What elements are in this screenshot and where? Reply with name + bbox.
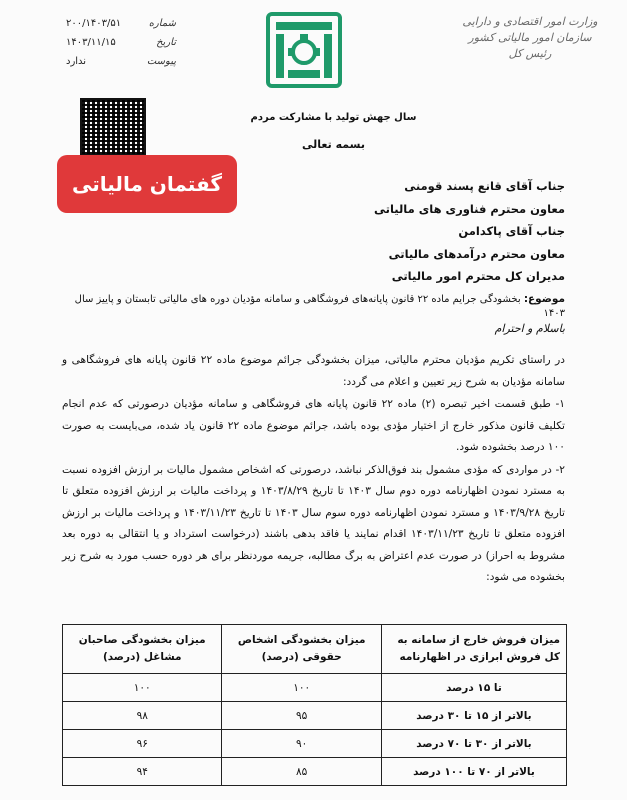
recipient-line: معاون محترم درآمدهای مالیاتی [388, 246, 565, 261]
ministry-line: سازمان امور مالیاتی کشور [468, 31, 592, 44]
date-row [66, 33, 176, 52]
legal-entity-cell: ۹۵ [222, 702, 381, 730]
range-cell: بالاتر از ۱۵ تا ۳۰ درصد [381, 702, 566, 730]
greeting: باسلام و احترام [494, 322, 565, 335]
business-owner-cell: ۱۰۰ [63, 674, 222, 702]
letter-body [62, 350, 565, 590]
business-owner-cell: ۹۶ [63, 730, 222, 758]
body-paragraph: ۲- در مواردی که مؤدی مشمول بند فوق‌الذکر نباشد، درصورتی که اشخاص مشمول مالیات بر ارزش افزوده نسبت به مسترد نمودن اظهارنامه دوره دوم سال ۱۴۰۳ تا تاریخ ۱۴۰۳/۸/۲۹ و پرداخت مالیات بر ارزش افزوده متعلق تا تاریخ ۱۴۰۳/۹/۲۸ و مسترد نمودن اظهارنامه دوره سوم سال ۱۴۰۳ تا تاریخ ۱۴۰۳/۱۱/۲۳ و پرداخت مالیات بر ارزش افزوده متعلق تا تاریخ ۱۴۰۳/۱۱/۲۳ اقدام نمایند یا فاقد بدهی باشند (درخواست استرداد و یا انتقالی به دوره بعد مشروط به احراز) در صورت عدم اعتراض به برگ مطالبه، جریمه موردنظر برای هر دوره حسب مورد به شرح زیر بخشوده می شود: [62, 463, 566, 583]
table-row [63, 702, 567, 730]
business-owner-cell: ۹۸ [63, 702, 222, 730]
recipient-line: معاون محترم فناوری های مالیاتی [374, 201, 565, 216]
body-paragraph: ۱- طبق قسمت اخیر تبصره (۲) ماده ۲۲ قانون پایانه های فروشگاهی و سامانه مؤدیان درصورتی که عدم انجام تکلیف قانون مذکور خارج از اختیار مؤدی بوده باشد، جرائم موضوع ماده ۲۲ قانون یاد شده، می‌بایست به صورت ۱۰۰ درصد بخشوده شود. [62, 398, 566, 453]
penalty-waiver-table [62, 624, 567, 786]
subject-label: موضوع: [523, 293, 565, 305]
ministry-line: رئیس کل [508, 47, 552, 60]
legal-entity-cell: ۱۰۰ [222, 674, 381, 702]
subject-text: بخشودگی جرایم ماده ۲۲ قانون پایانه‌های فروشگاهی و سامانه مؤدیان دوره های مالیاتی تابستان و پاییز سال ۱۴۰۳ [74, 294, 565, 319]
legal-entity-cell: ۹۰ [222, 730, 381, 758]
table-row [63, 674, 567, 702]
body-paragraph: در راستای تکریم مؤدیان محترم مالیاتی، میزان بخشودگی جرائم موضوع ماده ۲۲ قانون پایانه های فروشگاهی و سامانه مؤدیان به شرح زیر تعیین و اعلام می گردد: [62, 354, 565, 388]
number-value: ۲۰۰/۱۴۰۳/۵۱ [66, 18, 122, 29]
watermark-badge: گفتمان مالیاتی [57, 155, 237, 213]
number-row [66, 14, 176, 33]
header-business-owners: میزان بخشودگی صاحبان مشاغل (درصد) [63, 625, 222, 674]
basmala: بسمه تعالی [302, 138, 365, 151]
range-cell: تا ۱۵ درصد [381, 674, 566, 702]
letter-meta [66, 14, 176, 71]
range-cell: بالاتر از ۷۰ تا ۱۰۰ درصد [381, 758, 566, 786]
year-slogan: سال جهش تولید با مشارکت مردم [250, 112, 417, 123]
date-value: ۱۴۰۳/۱۱/۱۵ [66, 37, 116, 48]
table-header-row [63, 625, 567, 674]
tax-organization-logo [262, 8, 346, 92]
range-cell: بالاتر از ۳۰ تا ۷۰ درصد [381, 730, 566, 758]
recipients-block [265, 175, 565, 288]
ministry-header [455, 14, 605, 62]
attachment-row [66, 52, 176, 71]
recipient-line: جناب آقای پاکدامن [458, 224, 565, 238]
recipient-line: جناب آقای قانع پسند قومنی [404, 179, 565, 193]
recipient-line: مدیران کل محترم امور مالیاتی [391, 269, 565, 283]
date-label: تاریخ [156, 37, 176, 48]
ministry-line: وزارت امور اقتصادی و دارایی [462, 15, 598, 28]
attachment-value: ندارد [66, 56, 87, 67]
legal-entity-cell: ۸۵ [222, 758, 381, 786]
business-owner-cell: ۹۴ [63, 758, 222, 786]
subject-line [60, 292, 565, 321]
attachment-label: پیوست [146, 56, 176, 67]
table-row [63, 758, 567, 786]
header-legal-entities: میزان بخشودگی اشخاص حقوقی (درصد) [222, 625, 381, 674]
header-sales-ratio: میزان فروش خارج از سامانه به کل فروش ابرازی در اظهارنامه [381, 625, 566, 674]
table-row [63, 730, 567, 758]
number-label: شماره [148, 18, 176, 29]
